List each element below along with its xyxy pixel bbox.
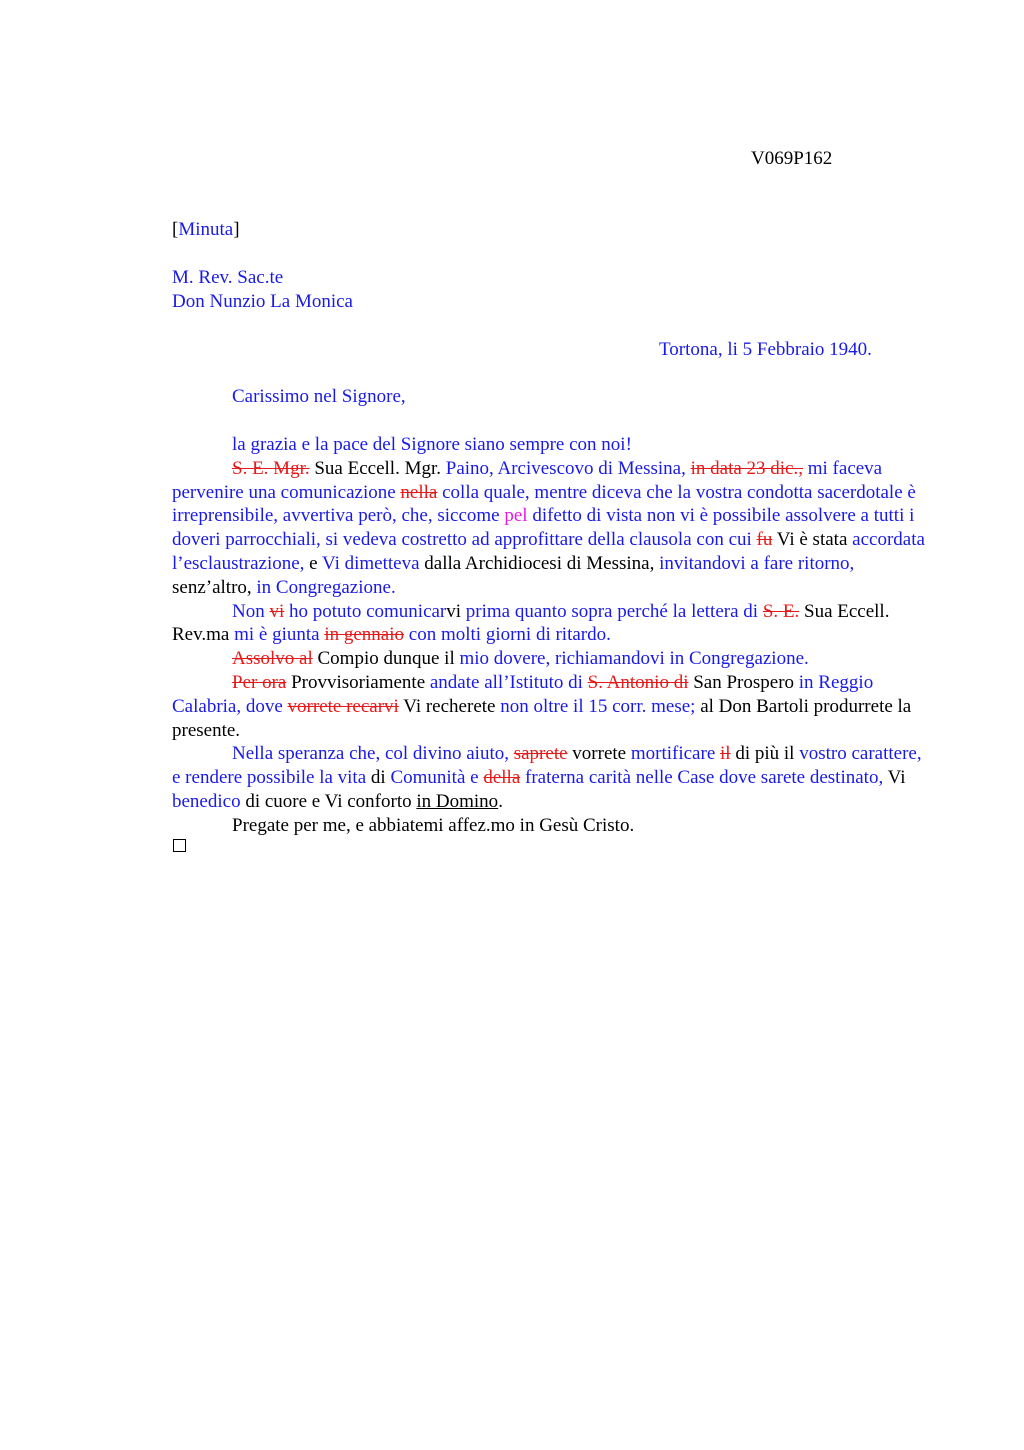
text-run: difetto di vista non vi è possibile assolvere a tutti i doveri parrocchiali, si vedeva costretto ad approfittare della clausola con cui — [172, 505, 915, 551]
deleted-text: saprete — [513, 743, 568, 765]
text-run: Provvisoriamente — [286, 671, 430, 693]
text-run: invitandovi a fare ritorno, — [659, 552, 855, 574]
text-run: Paino, Arcivescovo di Messina, — [445, 457, 691, 479]
letter-paragraph — [172, 647, 932, 671]
deleted-text: S. E. Mgr. — [232, 457, 310, 479]
deleted-text: in data 23 dic., — [690, 457, 803, 479]
text-run: Compio dunque il — [312, 648, 460, 670]
text-run: Sua Eccell. Rev.ma — [172, 600, 890, 646]
text-run: . — [498, 790, 503, 812]
text-run: Vi — [887, 767, 906, 789]
checkbox-square-icon — [173, 839, 186, 852]
text-run: dalla Archidiocesi di Messina, — [424, 552, 660, 574]
text-run: con molti giorni di ritardo. — [404, 624, 611, 646]
letter-paragraph — [172, 433, 932, 457]
text-run: Vi recherete — [398, 695, 501, 717]
deleted-text: il — [720, 743, 731, 765]
text-run: vorrete — [567, 743, 631, 765]
deleted-text: Per ora — [232, 671, 287, 693]
text-run: vostro carattere, e rendere possibile la vita — [172, 743, 922, 789]
deleted-text: Assolvo al — [232, 648, 313, 670]
recipient-block — [172, 266, 353, 314]
letter-paragraph — [172, 742, 932, 813]
text-run: non oltre il 15 corr. mese; — [500, 695, 701, 717]
text-run: andate all’Istituto di — [429, 671, 588, 693]
minuta-label: [Minuta] — [172, 219, 240, 240]
letter-paragraph — [172, 671, 932, 742]
deleted-text: fu — [756, 529, 773, 551]
text-run: in Domino — [416, 790, 499, 812]
text-run: mi è giunta — [234, 624, 325, 646]
text-run: pel — [504, 505, 528, 527]
text-run: colla quale, mentre diceva che la vostra condotta sacerdotale è irreprensibile, avvertiva però, che, siccome — [172, 481, 916, 527]
text-run: Comunità e — [390, 767, 484, 789]
text-run: accordata l’esclaustrazione, — [172, 529, 925, 574]
deleted-text: in gennaio — [324, 624, 405, 646]
text-run: di — [370, 767, 391, 789]
text-run: di cuore e Vi conforto — [245, 790, 417, 812]
text-run: Vi è stata — [772, 529, 853, 551]
recipient-line-1: M. Rev. Sac.te — [172, 267, 284, 288]
recipient-line-2: Don Nunzio La Monica — [172, 290, 353, 312]
text-run: San Prospero — [688, 671, 799, 693]
deleted-text: vi — [269, 600, 285, 622]
deleted-text: S. Antonio di — [587, 671, 689, 693]
deleted-text: vorrete recarvi — [287, 695, 399, 717]
text-run: ho potuto comunicar — [284, 600, 447, 622]
salutation: Carissimo nel Signore, — [232, 386, 406, 407]
letter-paragraph — [172, 600, 932, 648]
text-run: al Don Bartoli produrrete la presente. — [172, 695, 912, 741]
text-run: senz’altro, — [172, 576, 257, 598]
text-run: in Reggio Calabria, dove — [172, 671, 874, 717]
letter-body — [172, 433, 932, 838]
deleted-text: S. E. — [762, 600, 800, 622]
text-run: Sua Eccell. Mgr. — [309, 457, 446, 479]
text-run: mortificare — [630, 743, 721, 765]
text-run: Non — [232, 600, 270, 622]
text-run: in Congregazione. — [256, 576, 396, 598]
text-run: mi faceva pervenire una comunicazione — [172, 457, 883, 503]
text-run: la grazia e la pace del Signore siano sempre con noi! — [232, 434, 632, 455]
deleted-text: della — [483, 767, 521, 789]
text-run: vi — [446, 600, 466, 622]
text-run: e — [309, 552, 322, 574]
letter-paragraph — [172, 457, 932, 600]
text-run: fraterna carità nelle Case dove sarete destinato, — [520, 767, 888, 789]
text-run: prima quanto sopra perché la lettera di — [465, 600, 763, 622]
text-run: benedico — [172, 790, 246, 812]
letter-date: Tortona, li 5 Febbraio 1940. — [659, 339, 872, 360]
text-run: Nella speranza che, col divino aiuto, — [232, 743, 514, 765]
deleted-text: nella — [400, 481, 438, 503]
document-code: V069P162 — [751, 148, 833, 169]
text-run: Pregate per me, e abbiatemi affez.mo in Gesù Cristo. — [232, 814, 635, 836]
text-run: mio dovere, richiamandovi in Congregazione. — [459, 648, 809, 670]
text-run: Vi dimetteva — [322, 552, 425, 574]
text-run: di più il — [730, 743, 800, 765]
letter-paragraph — [172, 814, 932, 838]
